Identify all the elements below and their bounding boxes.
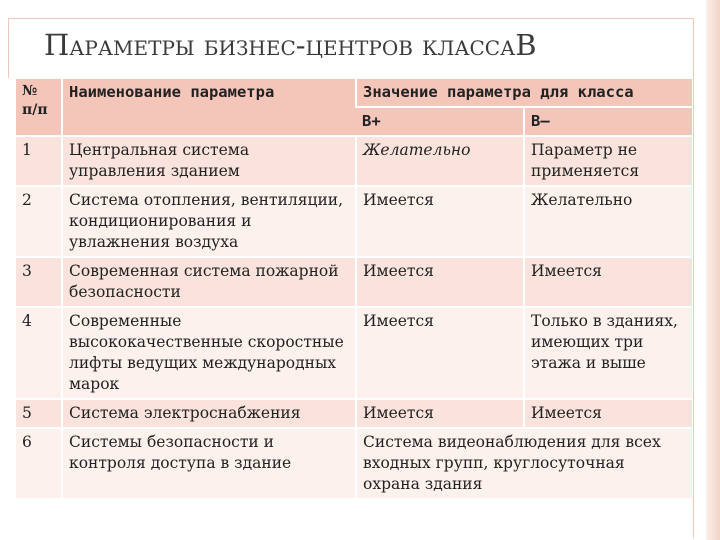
decorative-line-vertical	[693, 18, 694, 538]
row-b-minus: Желательно	[524, 186, 692, 257]
row-b-minus: Только в зданиях, имеющих три этажа и выше	[524, 307, 692, 399]
row-b-plus: Имеется	[356, 257, 524, 307]
row-b-plus: Желательно	[356, 136, 524, 186]
table-row	[16, 399, 692, 428]
row-name: Система электроснабжения	[62, 399, 356, 428]
header-value: Значение параметра для класса	[356, 79, 692, 107]
row-num: 5	[16, 399, 62, 428]
table-row	[16, 257, 692, 307]
parameters-table	[16, 79, 692, 500]
row-b-plus: Имеется	[356, 186, 524, 257]
header-name: Наименование параметра	[62, 79, 356, 136]
row-num: 1	[16, 136, 62, 186]
header-num: № п/п	[16, 79, 62, 136]
row-b-minus: Имеется	[524, 399, 692, 428]
row-num: 6	[16, 428, 62, 499]
header-class-b-plus: В+	[356, 107, 524, 136]
row-b-plus: Имеется	[356, 399, 524, 428]
row-name: Современная система пожарной безопасности	[62, 257, 356, 307]
decorative-side-band	[706, 0, 720, 540]
header-class-b-minus: В–	[524, 107, 692, 136]
row-name: Современные высококачественные скоростные лифты ведущих международных марок	[62, 307, 356, 399]
table-row	[16, 186, 692, 257]
row-b-minus: Параметр не применяется	[524, 136, 692, 186]
row-name: Система отопления, вентиляции, кондиционирования и увлажнения воздуха	[62, 186, 356, 257]
row-name: Центральная система управления зданием	[62, 136, 356, 186]
row-name: Системы безопасности и контроля доступа в здание	[62, 428, 356, 499]
row-b-merged: Система видеонаблюдения для всех входных групп, круглосуточная охрана здания	[356, 428, 692, 499]
row-b-plus: Имеется	[356, 307, 524, 399]
row-num: 3	[16, 257, 62, 307]
decorative-line-corner	[8, 18, 9, 78]
table-row	[16, 428, 692, 499]
table-row	[16, 307, 692, 399]
decorative-line-horizontal	[8, 18, 694, 19]
row-num: 4	[16, 307, 62, 399]
table-row	[16, 136, 692, 186]
row-b-minus: Имеется	[524, 257, 692, 307]
table-header-row	[16, 79, 692, 107]
row-num: 2	[16, 186, 62, 257]
page-title: Параметры бизнес-центров классаВ	[44, 28, 537, 62]
